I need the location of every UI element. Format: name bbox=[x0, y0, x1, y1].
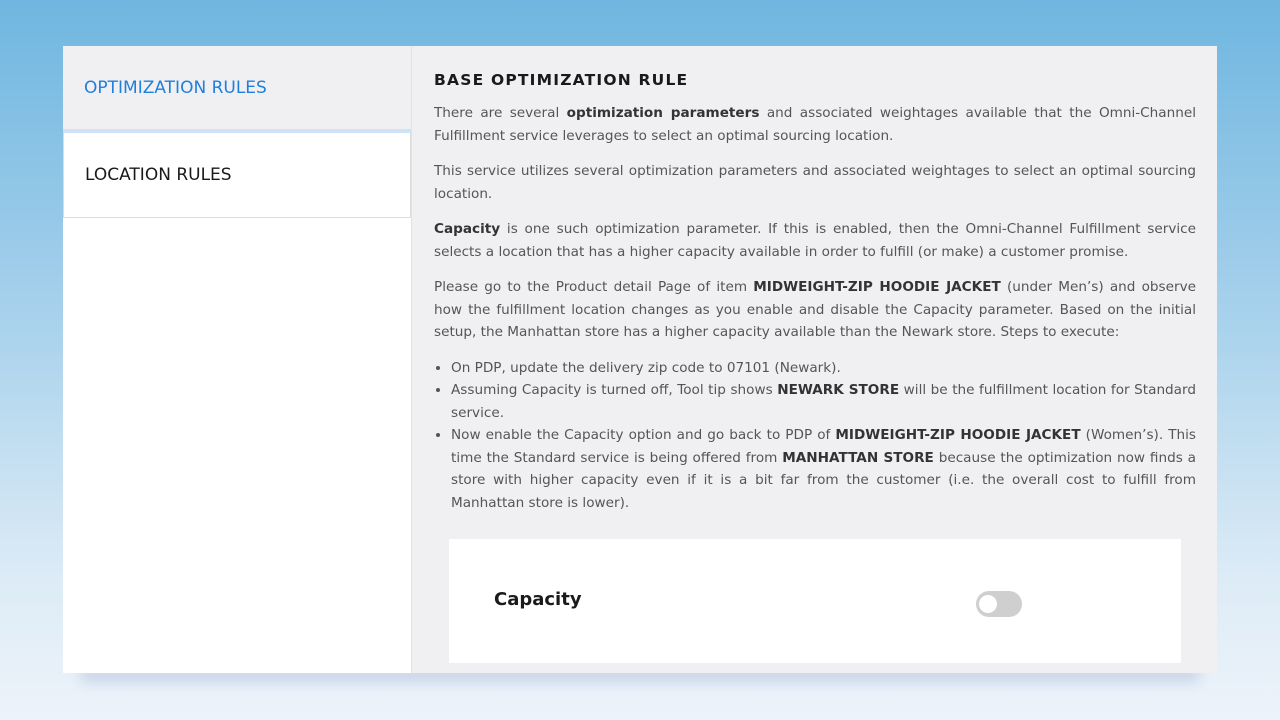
bold-text: NEWARK STORE bbox=[777, 382, 900, 398]
sidebar bbox=[63, 46, 411, 673]
bold-text: MIDWEIGHT-ZIP HOODIE JACKET bbox=[753, 279, 1001, 295]
text: On PDP, update the delivery zip code to 07101 (Newark). bbox=[451, 359, 841, 376]
text: and associated weightages available that the Omni-Channel Fulfillment service leverages to select an optimal sourcing location. bbox=[434, 105, 1196, 144]
bold-text: Capacity bbox=[434, 221, 501, 237]
bold-text: MANHATTAN STORE bbox=[782, 449, 934, 466]
text: Please go to the Product detail Page of item bbox=[434, 279, 754, 295]
text: Now enable the Capacity option and go back to PDP of bbox=[451, 427, 836, 443]
toggle-knob bbox=[979, 595, 997, 613]
steps-list bbox=[434, 357, 1196, 515]
list-item bbox=[451, 357, 1196, 380]
text: Assuming Capacity is turned off, Tool tip shows bbox=[451, 382, 778, 398]
capacity-label: Capacity bbox=[494, 589, 582, 610]
capacity-card bbox=[449, 539, 1181, 663]
text: will be the fulfillment location for Standard service. bbox=[451, 382, 1196, 421]
text: (under Men’s) and observe how the fulfillment location changes as you enable and disable the Capacity parameter. Based on the initial setup, the Manhattan store has a higher capacity available than the Newark store. Steps to execute: bbox=[434, 279, 1196, 340]
bold-text: MIDWEIGHT-ZIP HOODIE JACKET bbox=[835, 427, 1081, 443]
sidebar-item-label: LOCATION RULES bbox=[85, 165, 232, 185]
bold-text: optimization parameters bbox=[566, 105, 760, 121]
content-body bbox=[434, 70, 1196, 514]
sidebar-item-optimization-rules[interactable] bbox=[63, 46, 411, 133]
sidebar-item-location-rules[interactable] bbox=[63, 133, 411, 218]
main-content bbox=[411, 46, 1217, 673]
service-paragraph: This service utilizes several optimization parameters and associated weightages to select an optimal sourcing location. bbox=[434, 163, 1196, 202]
text: is one such optimization parameter. If this is enabled, then the Omni-Channel Fulfillment service selects a location that has a higher capacity available in order to fulfill (or make) a customer promise. bbox=[434, 221, 1196, 260]
text: There are several bbox=[434, 105, 567, 121]
list-item bbox=[451, 424, 1196, 514]
capacity-toggle[interactable] bbox=[976, 591, 1022, 617]
rules-panel bbox=[63, 46, 1217, 673]
intro-paragraph bbox=[434, 102, 1196, 147]
instructions-paragraph bbox=[434, 276, 1196, 344]
list-item bbox=[451, 379, 1196, 424]
sidebar-item-label: OPTIMIZATION RULES bbox=[84, 77, 267, 98]
capacity-paragraph bbox=[434, 218, 1196, 263]
text: (Women’s). This time the Standard service is being offered from bbox=[451, 427, 1197, 466]
text: because the optimization now finds a store with higher capacity even if it is a bit far from the customer (i.e. the overall cost to fulfill from Manhattan store is lower). bbox=[451, 449, 1196, 511]
page-title: BASE OPTIMIZATION RULE bbox=[434, 71, 689, 89]
